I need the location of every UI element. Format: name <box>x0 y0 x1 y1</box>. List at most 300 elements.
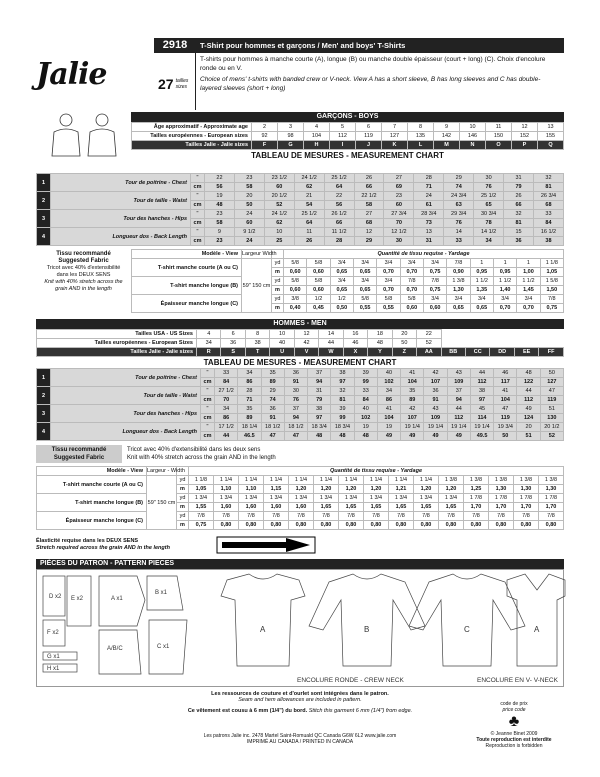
fabric-text-en: Knit with 40% stretch across the grain AND in the length <box>44 279 123 292</box>
table-cell: 3/4 <box>470 295 493 304</box>
table-cell: 102 <box>377 378 400 387</box>
table-cell: T-shirt manche courte (A ou C) <box>37 476 147 494</box>
table-cell: 47 <box>284 432 307 441</box>
stretch-en: Stretch required across the grain AND in the length <box>36 545 170 551</box>
table-cell: 28 <box>324 237 354 246</box>
table-cell: 0,60 <box>400 304 423 313</box>
table-cell: 0,80 <box>489 521 514 530</box>
table-cell: 0,70 <box>377 268 400 277</box>
men-fabric-text-fr: Tricot avec 40% d'extensibilité dans les deux sens <box>127 447 261 453</box>
table-cell: 89 <box>238 414 261 423</box>
table-cell: 26 <box>504 192 534 201</box>
table-cell: 104 <box>494 396 517 405</box>
logo-text: Jalie <box>36 56 107 92</box>
table-cell: 7/8 <box>364 512 389 521</box>
table-cell: m <box>272 268 284 277</box>
table-cell: 31 <box>308 387 331 396</box>
table-cell: 127 <box>540 378 563 387</box>
table-cell: 42 <box>401 405 424 414</box>
table-cell: 1 1/4 <box>239 476 264 485</box>
table-cell: Largeur Width <box>242 251 277 257</box>
piece-label-abc: A/B/C <box>107 646 123 652</box>
table-cell: 1 1/4 <box>264 476 289 485</box>
table-cell: 91 <box>261 414 284 423</box>
table-cell: 3/4 <box>353 277 376 286</box>
table-cell: 1 <box>470 259 493 268</box>
table-cell: 1,20 <box>414 485 439 494</box>
table-cell: 76 <box>444 219 474 228</box>
table-cell: Longueur dos - Back Length <box>51 228 191 246</box>
table-cell: L <box>408 141 434 150</box>
table-cell: 112 <box>447 414 470 423</box>
table-cell: 31 <box>414 237 444 246</box>
table-cell: 0,90 <box>447 268 470 277</box>
table-cell: 45 <box>470 405 493 414</box>
table-cell: H <box>304 141 330 150</box>
table-cell: 34 <box>377 387 400 396</box>
table-cell: 23 1/2 <box>264 174 294 183</box>
table-cell: 7/8 <box>289 512 314 521</box>
view-label-a: A <box>260 625 266 634</box>
table-cell: 19 <box>354 423 377 432</box>
table-cell: 26 <box>354 174 384 183</box>
table-cell: 79 <box>308 396 331 405</box>
table-cell: 12 <box>354 228 384 237</box>
table-cell: 112 <box>330 132 356 141</box>
table-cell: 44 <box>470 369 493 378</box>
table-cell: 84 <box>215 378 238 387</box>
table-cell: 142 <box>434 132 460 141</box>
boys-measurement-table <box>36 173 564 246</box>
table-cell: 24 <box>234 237 264 246</box>
table-cell: S <box>221 348 245 357</box>
boys-band: GARÇONS - BOYS <box>131 112 564 122</box>
table-cell: 49 <box>517 405 540 414</box>
table-cell: 1,60 <box>289 503 314 512</box>
table-cell: 50 <box>392 339 416 348</box>
table-cell: 69 <box>384 183 414 192</box>
table-cell: 84 <box>533 219 563 228</box>
table-cell: 1,65 <box>364 503 389 512</box>
table-cell: 1 <box>37 174 51 192</box>
table-cell: Épaisseur manche longue (C) <box>132 295 242 313</box>
table-cell: 4 <box>37 423 51 441</box>
table-cell: 23 <box>384 192 414 201</box>
footer-seam-fr: Les ressources de couture et d'ourlet sont intégrées dans le patron. <box>211 691 389 697</box>
price-code-en: price code <box>502 707 526 713</box>
table-cell: 18 1/4 <box>238 423 261 432</box>
table-cell: 7/8 <box>264 512 289 521</box>
table-cell: 0,70 <box>493 304 516 313</box>
table-cell: 1,65 <box>339 503 364 512</box>
table-cell: " <box>191 192 205 201</box>
table-cell: 1 1/2 <box>493 277 516 286</box>
table-cell: 25 1/2 <box>324 174 354 183</box>
table-cell: yd <box>272 259 284 268</box>
table-cell: 47 <box>540 387 563 396</box>
table-cell: 40 <box>354 405 377 414</box>
footer-seam-en: Seam and hem allowances are included in pattern. <box>238 697 362 703</box>
table-cell: cm <box>201 396 215 405</box>
table-cell: X <box>343 348 367 357</box>
table-cell: 1,60 <box>239 503 264 512</box>
table-cell: 42 <box>424 369 447 378</box>
table-cell: 54 <box>294 201 324 210</box>
table-cell: Tour de poitrine - Chest <box>51 174 191 192</box>
table-cell: 76 <box>284 396 307 405</box>
table-cell: 19 1/4 <box>401 423 424 432</box>
table-cell: T-shirt manche courte (A ou C) <box>132 259 242 277</box>
pattern-pieces-area <box>36 569 564 687</box>
table-cell: Q <box>538 141 564 150</box>
table-cell: T-shirt manche longue (B) <box>132 277 242 295</box>
table-cell: " <box>191 210 205 219</box>
table-cell: Tour de taille - Waist <box>51 387 201 405</box>
table-cell: 97 <box>470 396 493 405</box>
table-cell: 7/8 <box>447 259 470 268</box>
men-fabric-note <box>36 445 564 463</box>
table-cell: 44 <box>215 432 238 441</box>
pattern-title: T-Shirt pour hommes et garçons / Men' and boys' T-Shirts <box>196 38 564 53</box>
table-cell: 1 3/8 <box>514 476 539 485</box>
table-cell: 1 3/4 <box>414 494 439 503</box>
table-cell: 20 1/2 <box>264 192 294 201</box>
view-label-b: B <box>364 625 370 634</box>
stretch-fr: Élasticité requise dans les DEUX SENS <box>36 538 139 544</box>
table-cell: 34 <box>197 339 221 348</box>
table-cell: 1,15 <box>264 485 289 494</box>
table-cell: 4 <box>197 330 221 339</box>
table-cell: 1 1/4 <box>214 476 239 485</box>
table-cell: 89 <box>401 396 424 405</box>
table-cell: 27 <box>384 174 414 183</box>
table-cell: yd <box>177 494 189 503</box>
table-cell: 58 <box>234 183 264 192</box>
men-eu-label: Tailles européennes - European Sizes <box>37 339 197 348</box>
table-cell: 13 <box>414 228 444 237</box>
table-cell: 0,80 <box>389 521 414 530</box>
boys-illustration <box>36 112 131 173</box>
table-cell: 74 <box>261 396 284 405</box>
table-cell: 22 <box>417 330 441 339</box>
table-cell: O <box>486 141 512 150</box>
table-cell: 0,50 <box>330 304 353 313</box>
table-cell: 3/4 <box>330 277 353 286</box>
table-cell: 27 1/2 <box>215 387 238 396</box>
footer-printed: IMPRIMÉ AU CANADA / PRINTED IN CANADA <box>246 739 354 745</box>
table-cell: 38 <box>470 387 493 396</box>
table-cell: 36 <box>504 237 534 246</box>
table-cell: 19 1/4 <box>424 423 447 432</box>
table-cell: cm <box>191 237 205 246</box>
table-cell: 5/8 <box>377 295 400 304</box>
table-cell: 1 3/8 <box>539 476 564 485</box>
table-cell: 40 <box>270 339 294 348</box>
table-cell: 1,65 <box>439 503 464 512</box>
table-cell: 23 <box>205 210 235 219</box>
table-cell: 1,00 <box>517 268 540 277</box>
table-cell: 0,75 <box>189 521 214 530</box>
table-cell: 25 <box>264 237 294 246</box>
table-cell: " <box>191 174 205 183</box>
table-cell: 33 <box>533 210 563 219</box>
table-cell: 29 <box>354 237 384 246</box>
table-cell: 7 <box>382 123 408 132</box>
table-cell: 71 <box>238 396 261 405</box>
table-cell: m <box>272 286 284 295</box>
table-cell: 0,75 <box>540 304 563 313</box>
table-cell: 119 <box>540 396 563 405</box>
table-cell: 3 <box>37 210 51 228</box>
table-cell: 1 3/4 <box>364 494 389 503</box>
table-cell: 49 <box>401 432 424 441</box>
table-cell: J <box>356 141 382 150</box>
table-cell: 1,05 <box>540 268 563 277</box>
table-cell: 1 3/4 <box>314 494 339 503</box>
table-cell: " <box>201 369 215 378</box>
table-cell: 33 <box>444 237 474 246</box>
stretch-arrow-icon <box>216 536 316 554</box>
men-yardage-table <box>36 466 564 530</box>
table-cell: Quantité de tissu requise - Yardage <box>284 250 564 259</box>
boys-yardage-table <box>131 249 564 313</box>
table-cell: 66 <box>324 219 354 228</box>
table-cell: 1,30 <box>514 485 539 494</box>
table-cell: 20 <box>234 192 264 201</box>
table-cell: 0,80 <box>289 521 314 530</box>
table-cell: 9 <box>205 228 235 237</box>
table-cell: 0,65 <box>353 286 376 295</box>
table-cell: 17 1/2 <box>215 423 238 432</box>
view-label-c: C <box>464 625 470 634</box>
table-cell: 19 3/4 <box>494 423 517 432</box>
table-cell: 0,80 <box>439 521 464 530</box>
table-cell: 3/4 <box>493 295 516 304</box>
table-cell: 0,80 <box>514 521 539 530</box>
men-fabric-title-en: Suggested Fabric <box>53 455 105 461</box>
table-cell: 2 <box>37 387 51 405</box>
table-cell: 1,65 <box>314 503 339 512</box>
table-cell: 1,05 <box>189 485 214 494</box>
table-cell: 0,80 <box>264 521 289 530</box>
table-cell: 0,80 <box>314 521 339 530</box>
table-cell: cm <box>201 378 215 387</box>
table-cell: 59" 150 cm <box>242 259 272 313</box>
table-cell: 24 <box>234 210 264 219</box>
table-cell: 50 <box>494 432 517 441</box>
table-cell: 1,20 <box>339 485 364 494</box>
table-cell: 1,60 <box>264 503 289 512</box>
piece-label-h: H x1 <box>47 666 60 672</box>
table-cell: 60 <box>264 183 294 192</box>
table-cell: 39 <box>331 405 354 414</box>
pattern-instructions-page <box>36 38 564 767</box>
table-cell: 18 3/4 <box>308 423 331 432</box>
table-cell: 28 <box>238 387 261 396</box>
table-cell: 50 <box>234 201 264 210</box>
table-cell: Épaisseur manche longue (C) <box>37 512 147 530</box>
table-cell: 89 <box>261 378 284 387</box>
table-cell: 1/2 <box>330 295 353 304</box>
table-cell: Tour des hanches - Hips <box>51 405 201 423</box>
table-cell: 41 <box>377 405 400 414</box>
table-cell: 1 1/8 <box>540 259 563 268</box>
table-cell: 63 <box>444 201 474 210</box>
table-cell: 5/8 <box>307 277 330 286</box>
men-fabric-text-en: Knit with 40% stretch across the grain AND in the length <box>127 455 276 461</box>
table-cell: 11 1/2 <box>324 228 354 237</box>
table-cell: 5/8 <box>353 295 376 304</box>
table-cell: 7/8 <box>389 512 414 521</box>
table-cell: 3/4 <box>423 295 446 304</box>
table-cell: 14 1/2 <box>474 228 504 237</box>
table-cell: 3 <box>37 405 51 423</box>
table-cell: 104 <box>304 132 330 141</box>
table-cell: 3/4 <box>400 259 423 268</box>
table-cell: 27 3/4 <box>384 210 414 219</box>
table-cell: 22 <box>205 174 235 183</box>
table-cell: 109 <box>447 378 470 387</box>
table-cell: 0,80 <box>239 521 264 530</box>
table-cell: 81 <box>504 219 534 228</box>
table-cell: 5/8 <box>307 259 330 268</box>
table-cell: 0,80 <box>464 521 489 530</box>
table-cell: 3 <box>278 123 304 132</box>
table-cell: 1 3/4 <box>214 494 239 503</box>
table-cell: 91 <box>424 396 447 405</box>
piece-label-g: G x1 <box>47 654 60 660</box>
table-cell: 1,25 <box>464 485 489 494</box>
table-cell: 23 <box>234 174 264 183</box>
table-cell: 6 <box>221 330 245 339</box>
table-cell: 11 <box>486 123 512 132</box>
piece-label-b: B x1 <box>155 590 168 596</box>
table-cell: 32 <box>533 174 563 183</box>
table-cell: CC <box>465 348 489 357</box>
men-measurement-table <box>36 368 564 441</box>
table-cell: 44 <box>319 339 343 348</box>
table-cell: 84 <box>354 396 377 405</box>
table-cell: 19 1/4 <box>447 423 470 432</box>
table-cell: N <box>460 141 486 150</box>
table-cell: 32 <box>504 210 534 219</box>
footer <box>36 687 564 767</box>
table-cell: 27 <box>354 210 384 219</box>
table-cell: 135 <box>408 132 434 141</box>
table-cell: 112 <box>517 396 540 405</box>
table-cell: 1,20 <box>439 485 464 494</box>
fabric-title-en: Suggested Fabric <box>58 258 109 264</box>
description-en: Choice of mens' t-shirts with banded crew or V-neck. View A has a short sleeve, B has long sleeves and C has double-layered sleeves (short + long) <box>200 76 541 92</box>
table-cell: 0,75 <box>423 268 446 277</box>
table-cell: V <box>294 348 318 357</box>
table-cell: 0,65 <box>470 304 493 313</box>
table-cell: 0,80 <box>214 521 239 530</box>
table-cell: 3/4 <box>330 259 353 268</box>
table-cell: 24 3/4 <box>444 192 474 201</box>
table-cell: 1 3/8 <box>439 476 464 485</box>
table-cell: 18 <box>368 330 392 339</box>
table-cell: 12 <box>512 123 538 132</box>
table-cell: 47 <box>261 432 284 441</box>
table-cell: 26 1/2 <box>324 210 354 219</box>
table-cell: 78 <box>474 219 504 228</box>
table-cell: Tour des hanches - Hips <box>51 210 191 228</box>
table-cell: cm <box>201 414 215 423</box>
table-cell: 0,70 <box>377 286 400 295</box>
table-cell: 94 <box>308 378 331 387</box>
table-cell: m <box>272 304 284 313</box>
table-cell: 1 <box>517 259 540 268</box>
piece-label-a: A x1 <box>111 596 123 602</box>
table-cell: 1,21 <box>389 485 414 494</box>
table-cell: 0,80 <box>339 521 364 530</box>
table-cell: I <box>330 141 356 150</box>
table-cell: 51 <box>540 405 563 414</box>
table-cell: Modèle - View <box>37 467 147 476</box>
table-cell: 24 1/2 <box>294 174 324 183</box>
table-cell: 1 3/8 <box>489 476 514 485</box>
table-cell: yd <box>272 277 284 286</box>
table-cell: 91 <box>284 378 307 387</box>
table-cell: 0,80 <box>414 521 439 530</box>
jalie-label: Tailles Jalie - Jalie sizes <box>132 141 252 150</box>
table-cell: 127 <box>382 132 408 141</box>
table-cell: 6 <box>356 123 382 132</box>
table-cell: 0,65 <box>330 286 353 295</box>
table-cell: 112 <box>470 378 493 387</box>
table-cell: 56 <box>324 201 354 210</box>
table-cell: 76 <box>474 183 504 192</box>
table-cell: 7/8 <box>339 512 364 521</box>
table-cell: 18 1/2 <box>261 423 284 432</box>
piece-label-e: E x2 <box>71 596 84 602</box>
table-cell: U <box>270 348 294 357</box>
table-cell: 1,10 <box>239 485 264 494</box>
table-cell: 152 <box>512 132 538 141</box>
table-cell: 1 1/4 <box>364 476 389 485</box>
table-cell: 10 <box>264 228 294 237</box>
table-cell: 0,65 <box>353 268 376 277</box>
table-cell: 62 <box>294 183 324 192</box>
table-cell: 41 <box>494 387 517 396</box>
table-cell: 1 1/8 <box>189 476 214 485</box>
men-fabric-title-fr: Tissu recommandé <box>51 447 107 453</box>
table-cell: 33 <box>215 369 238 378</box>
table-cell: 1 3/8 <box>447 277 470 286</box>
table-cell: 37 <box>284 405 307 414</box>
table-cell: cm <box>201 432 215 441</box>
table-cell: 5 <box>330 123 356 132</box>
table-cell: yd <box>177 512 189 521</box>
pattern-pieces-band: PIÈCES DU PATRON - PATTERN PIECES <box>36 559 564 569</box>
table-cell: 2 <box>37 192 51 210</box>
footer-address: Les patrons Jalie inc. 2478 Martel Saint-Romuald QC Canada G6W 6L2 www.jalie.com <box>203 733 397 739</box>
table-cell: 7/8 <box>540 295 563 304</box>
table-cell: 16 1/2 <box>533 228 563 237</box>
table-cell: DD <box>490 348 514 357</box>
table-cell: 1 1/4 <box>389 476 414 485</box>
table-cell: 70 <box>384 219 414 228</box>
table-cell: 20 1/2 <box>540 423 563 432</box>
table-cell: 74 <box>444 183 474 192</box>
table-cell: 3/4 <box>517 295 540 304</box>
table-cell: 1,70 <box>464 503 489 512</box>
table-cell: 0,55 <box>377 304 400 313</box>
table-cell: 102 <box>354 414 377 423</box>
table-cell: 98 <box>278 132 304 141</box>
table-cell: 34 <box>215 405 238 414</box>
